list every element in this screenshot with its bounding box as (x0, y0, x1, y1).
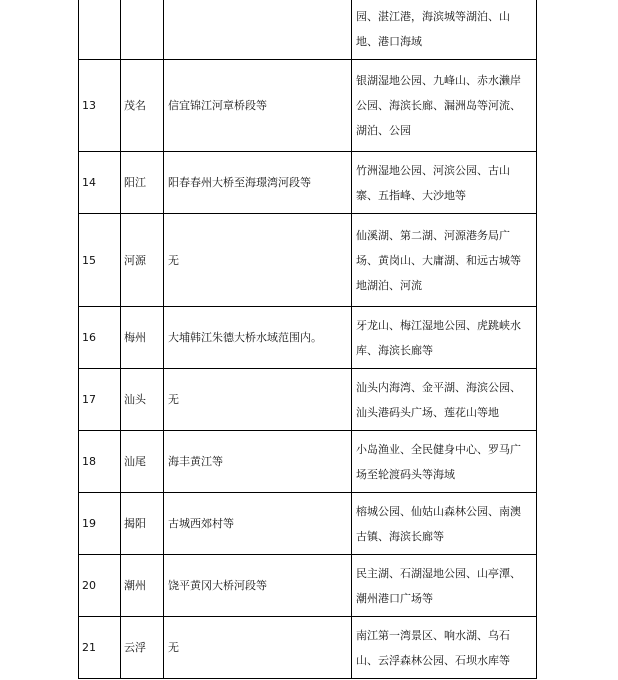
city-name (121, 307, 164, 369)
table-row (79, 0, 537, 60)
row-number-text: 21 (82, 641, 96, 654)
table-row (79, 307, 537, 369)
table-row (79, 555, 537, 617)
river-section-text: 饶平黄冈大桥河段等 (168, 579, 267, 592)
city-name (121, 214, 164, 307)
row-number-text: 20 (82, 579, 96, 592)
row-number-text: 17 (82, 393, 96, 406)
river-section-text: 大埔韩江朱德大桥水域范围内。 (168, 331, 322, 344)
scenic-areas (352, 214, 537, 307)
scenic-areas (352, 0, 537, 60)
city-name-text: 揭阳 (124, 517, 146, 530)
row-number (79, 493, 121, 555)
row-number (79, 617, 121, 679)
city-name-text: 阳江 (124, 176, 146, 189)
river-section (164, 617, 352, 679)
row-number-text: 13 (82, 99, 96, 112)
city-name-text: 梅州 (124, 331, 146, 344)
row-number-text: 16 (82, 331, 96, 344)
scenic-areas (352, 307, 537, 369)
city-name-text: 汕尾 (124, 455, 146, 468)
row-number (79, 431, 121, 493)
scenic-areas-text: 银湖湿地公园、九峰山、赤水濑岸公园、海滨长廊、漏洲岛等河流、湖泊、公园 (356, 74, 521, 137)
row-number (79, 555, 121, 617)
row-number (79, 60, 121, 152)
table-row (79, 60, 537, 152)
activity-areas-table (78, 0, 537, 679)
table-row (79, 152, 537, 214)
table-row (79, 214, 537, 307)
river-section-text: 无 (168, 641, 179, 654)
row-number (79, 369, 121, 431)
city-name (121, 369, 164, 431)
scenic-areas-text: 汕头内海湾、金平湖、海滨公园、汕头港码头广场、莲花山等地 (356, 380, 521, 419)
river-section (164, 493, 352, 555)
table-row (79, 493, 537, 555)
row-number-text: 15 (82, 253, 96, 267)
scenic-areas (352, 369, 537, 431)
scenic-areas-text: 榕城公园、仙姑山森林公园、南澳古镇、海滨长廊等 (356, 504, 521, 543)
scenic-areas (352, 493, 537, 555)
row-number (79, 0, 121, 60)
table-row (79, 369, 537, 431)
scenic-areas-text: 牙龙山、梅江湿地公园、虎跳峡水库、海滨长廊等 (356, 318, 521, 357)
table-row (79, 617, 537, 679)
city-name (121, 60, 164, 152)
scenic-areas (352, 60, 537, 152)
river-section (164, 369, 352, 431)
row-number (79, 307, 121, 369)
scenic-areas (352, 617, 537, 679)
city-name (121, 152, 164, 214)
city-name-text: 茂名 (124, 99, 146, 112)
river-section (164, 60, 352, 152)
scenic-areas-text: 小岛渔业、全民健身中心、罗马广场至轮渡码头等海域 (356, 442, 521, 481)
river-section-text: 信宜锦江河章桥段等 (168, 99, 267, 112)
river-section (164, 152, 352, 214)
river-section-text: 海丰黄江等 (168, 455, 223, 468)
river-section (164, 555, 352, 617)
scenic-areas-text: 仙溪湖、第二湖、河源港务局广场、黄岗山、大庸湖、和远古城等地湖泊、河流 (356, 228, 521, 292)
scenic-areas-text: 园、湛江港，海滨城等湖泊、山地、港口海域 (356, 10, 510, 48)
river-section-text: 无 (168, 253, 179, 267)
scenic-areas (352, 431, 537, 493)
city-name-text: 汕头 (124, 393, 146, 406)
city-name-text: 云浮 (124, 641, 146, 654)
row-number-text: 18 (82, 455, 96, 468)
river-section (164, 0, 352, 60)
river-section-text: 无 (168, 393, 179, 406)
scenic-areas-text: 竹洲湿地公园、河滨公园、古山寨、五指峰、大沙地等 (356, 163, 510, 202)
city-name-text: 潮州 (124, 579, 146, 592)
city-name (121, 0, 164, 60)
river-section-text: 阳春春州大桥至海璟湾河段等 (168, 176, 311, 189)
scenic-areas-text: 南江第一湾景区、响水湖、乌石山、云浮森林公园、石坝水库等 (356, 628, 510, 667)
city-name (121, 493, 164, 555)
row-number (79, 152, 121, 214)
scenic-areas (352, 555, 537, 617)
city-name (121, 431, 164, 493)
city-name (121, 617, 164, 679)
row-number-text: 19 (82, 517, 96, 530)
city-name (121, 555, 164, 617)
city-name-text: 河源 (124, 253, 146, 267)
scenic-areas-text: 民主湖、石湖湿地公园、山亭潭、潮州港口广场等 (356, 566, 521, 605)
row-number-text: 14 (82, 176, 96, 189)
river-section (164, 431, 352, 493)
scenic-areas (352, 152, 537, 214)
row-number (79, 214, 121, 307)
river-section (164, 214, 352, 307)
table-row (79, 431, 537, 493)
river-section-text: 古城西郊村等 (168, 517, 234, 530)
river-section (164, 307, 352, 369)
